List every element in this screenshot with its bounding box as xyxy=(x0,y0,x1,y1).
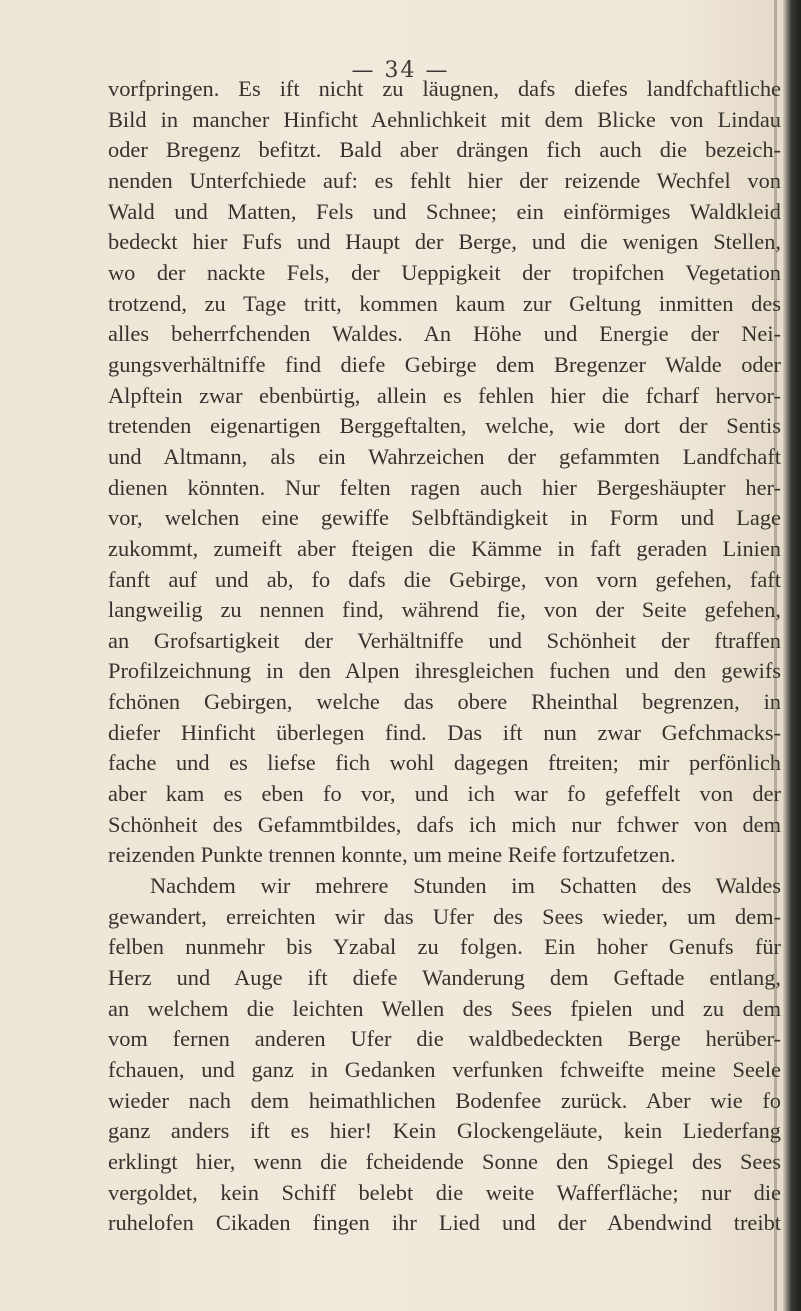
text-line: Profilzeichnung in den Alpen ihresgleichen fuchen und den gewifs xyxy=(108,658,781,684)
text-line: vom fernen anderen Ufer die waldbedeckten Berge herüber- xyxy=(108,1026,781,1052)
text-line: Wald und Matten, Fels und Schnee; ein einförmiges Waldkleid xyxy=(108,198,781,224)
text-line: vor, welchen eine gewiffe Selbftändigkeit in Form und Lage xyxy=(108,505,781,531)
text-line: ganz anders ift es hier! Kein Glockengeläute, kein Liederfang xyxy=(108,1118,781,1144)
text-line: und Altmann, als ein Wahrzeichen der gefammten Landfchaft xyxy=(108,443,781,469)
text-line: oder Bregenz befitzt. Bald aber drängen fich auch die bezeich- xyxy=(108,137,781,163)
text-line: gewandert, erreichten wir das Ufer des Sees wieder, um dem- xyxy=(108,903,781,929)
text-line: diefer Hinficht überlegen find. Das ift nun zwar Gefchmacks- xyxy=(108,719,781,745)
text-line: fchauen, und ganz in Gedanken verfunken fchweifte meine Seele xyxy=(108,1057,781,1082)
text-line: alles beherrfchenden Waldes. An Höhe und Energie der Nei- xyxy=(108,321,781,347)
text-line: vorfpringen. Es ift nicht zu läugnen, dafs diefes landfchaftliche xyxy=(108,76,781,101)
body-text xyxy=(108,74,781,1239)
text-line: tretenden eigenartigen Berggeftalten, welche, wie dort der Sentis xyxy=(108,413,781,439)
text-line: fache und es liefse fich wohl dagegen ftreiten; mir perfönlich xyxy=(108,750,781,776)
text-line: ruhelofen Cikaden fingen ihr Lied und der Abendwind treibt xyxy=(108,1210,781,1236)
page-number: — 34 — xyxy=(351,58,450,83)
text-line: Herz und Auge ift diefe Wanderung dem Geftade entlang, xyxy=(108,965,781,991)
paragraph xyxy=(108,871,781,1239)
text-line: nenden Unterfchiede auf: es fehlt hier der reizende Wechfel von xyxy=(108,167,781,193)
text-line: wo der nackte Fels, der Ueppigkeit der tropifchen Vegetation xyxy=(108,259,781,285)
text-line: Schönheit des Gefammtbildes, dafs ich mich nur fchwer von dem xyxy=(108,811,781,837)
text-line: aber kam es eben fo vor, und ich war fo gefeffelt von der xyxy=(108,781,781,807)
text-line: bedeckt hier Fufs und Haupt der Berge, und die wenigen Stellen, xyxy=(108,229,781,255)
page-edge xyxy=(783,0,801,1311)
text-line: langweilig zu nennen find, während fie, von der Seite gefehen, xyxy=(108,597,781,623)
text-line: an Grofsartigkeit der Verhältniffe und Schönheit der ftraffen xyxy=(108,627,781,653)
text-line: trotzend, zu Tage tritt, kommen kaum zur Geltung inmitten des xyxy=(108,290,781,316)
text-line: wieder nach dem heimathlichen Bodenfee zurück. Aber wie fo xyxy=(108,1087,781,1113)
text-line: an welchem die leichten Wellen des Sees fpielen und zu dem xyxy=(108,995,781,1021)
text-line: fanft auf und ab, fo dafs die Gebirge, von vorn gefehen, faft xyxy=(108,566,781,592)
text-line: gungsverhältniffe find diefe Gebirge dem Bregenzer Walde oder xyxy=(108,351,781,377)
paragraph xyxy=(108,74,781,871)
text-line: dienen könnten. Nur felten ragen auch hier Bergeshäupter her- xyxy=(108,474,781,500)
text-line: fchönen Gebirgen, welche das obere Rheinthal begrenzen, in xyxy=(108,689,781,715)
text-line: Nachdem wir mehrere Stunden im Schatten des Waldes xyxy=(150,873,781,899)
text-line: Bild in mancher Hinficht Aehnlichkeit mit dem Blicke von Lindau xyxy=(108,106,781,132)
text-line: reizenden Punkte trennen konnte, um meine Reife fortzufetzen. xyxy=(108,842,676,868)
text-line: zukommt, zumeift aber fteigen die Kämme in faft geraden Linien xyxy=(108,535,781,561)
text-line: felben nunmehr bis Yzabal zu folgen. Ein hoher Genufs für xyxy=(108,934,781,960)
text-line: Alpftein zwar ebenbürtig, allein es fehlen hier die fcharf hervor- xyxy=(108,382,781,408)
text-line: erklingt hier, wenn die fcheidende Sonne den Spiegel des Sees xyxy=(108,1148,781,1174)
text-line: vergoldet, kein Schiff belebt die weite Wafferfläche; nur die xyxy=(108,1179,781,1205)
